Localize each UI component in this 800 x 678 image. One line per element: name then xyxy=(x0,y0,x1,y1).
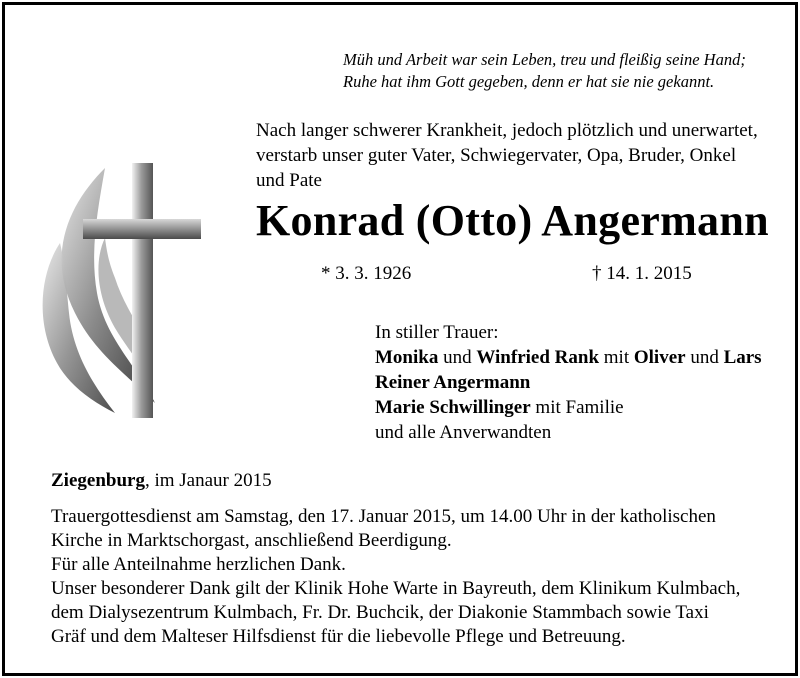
connector-text: und xyxy=(685,347,724,368)
service-line: Unser besonderer Dank gilt der Klinik Hohe Warte in Bayreuth, dem Klinikum Kulmbach, xyxy=(51,578,741,599)
mourner-name: Reiner Angermann xyxy=(375,372,531,393)
intro-line: Nach langer schwerer Krankheit, jedoch plötzlich und unerwartet, xyxy=(256,120,758,141)
service-text xyxy=(51,505,791,649)
mourner-name: Marie Schwillinger xyxy=(375,397,531,418)
intro-line: verstarb unser guter Vater, Schwiegervater, Opa, Bruder, Onkel xyxy=(256,145,737,166)
mourner-name: Lars xyxy=(723,347,762,368)
place-town: Ziegenburg xyxy=(51,470,145,491)
cross-flame-icon xyxy=(35,163,235,423)
service-line: Trauergottesdienst am Samstag, den 17. Januar 2015, um 14.00 Uhr in der katholischen xyxy=(51,506,716,527)
place-date-text: , im Janaur 2015 xyxy=(144,470,272,491)
mourners-line: und alle Anverwandten xyxy=(375,422,552,443)
service-line: Kirche in Marktschorgast, anschließend Beerdigung. xyxy=(51,530,452,551)
obituary-frame xyxy=(2,2,798,676)
mourners-line xyxy=(375,370,762,395)
mourners-block xyxy=(375,320,762,445)
motto-line: Ruhe hat ihm Gott gegeben, denn er hat sie nie gekannt. xyxy=(343,72,715,91)
intro-text xyxy=(256,118,786,193)
death-date: † 14. 1. 2015 xyxy=(592,263,692,284)
deceased-name: Konrad (Otto) Angermann xyxy=(256,196,769,245)
connector-text: und xyxy=(438,347,477,368)
service-line: Für alle Anteilnahme herzlichen Dank. xyxy=(51,554,346,575)
mourners-line xyxy=(375,345,762,370)
motto xyxy=(343,49,763,93)
connector-text: mit Familie xyxy=(530,397,624,418)
motto-line: Müh und Arbeit war sein Leben, treu und fleißig seine Hand; xyxy=(343,50,746,69)
intro-line: und Pate xyxy=(256,170,322,191)
mourner-name: Monika xyxy=(375,347,439,368)
service-line: dem Dialysezentrum Kulmbach, Fr. Dr. Buchcik, der Diakonie Stammbach sowie Taxi xyxy=(51,602,709,623)
birth-date: * 3. 3. 1926 xyxy=(321,263,412,284)
service-line: Gräf und dem Malteser Hilfsdienst für die liebevolle Pflege und Betreuung. xyxy=(51,626,626,647)
mourner-name: Oliver xyxy=(633,347,686,368)
mourners-line xyxy=(375,395,762,420)
mourners-heading: In stiller Trauer: xyxy=(375,322,499,343)
place-date xyxy=(51,470,272,492)
mourner-name: Winfried Rank xyxy=(476,347,600,368)
connector-text: mit xyxy=(599,347,634,368)
